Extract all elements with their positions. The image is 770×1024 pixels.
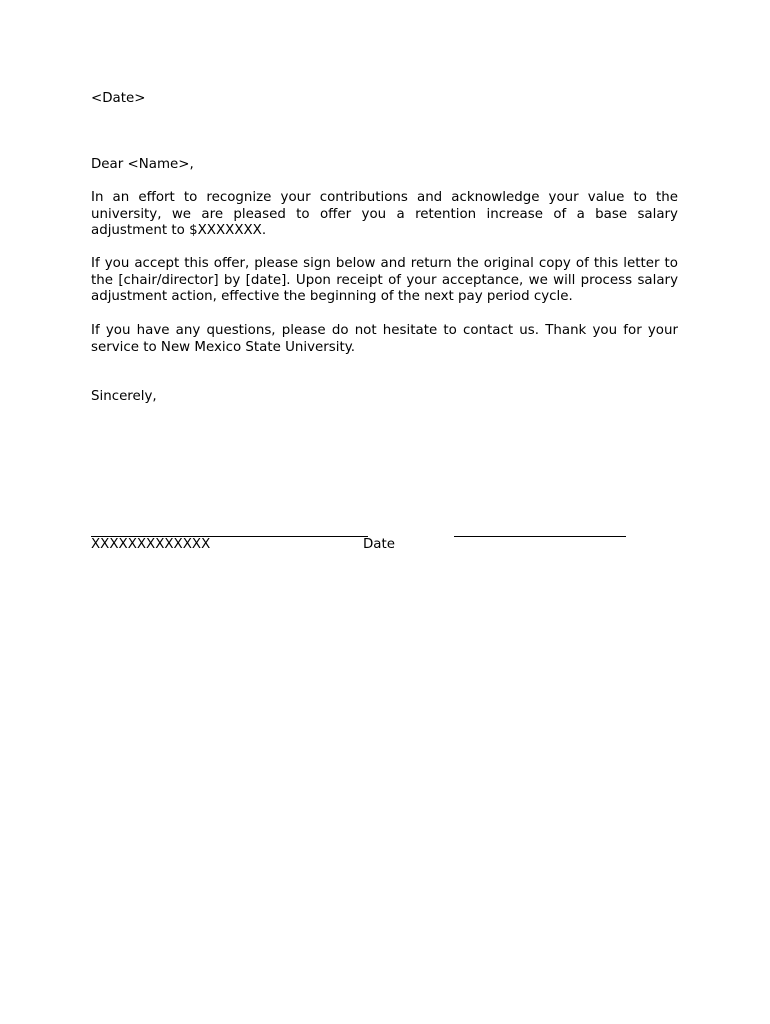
- letter-paragraph-acceptance: If you accept this offer, please sign below and return the original copy of this letter to the [chair/director] by [date]. Upon receipt of your acceptance, we will process salary adjustment action, effective the beginning of the next pay period cycle.: [91, 256, 678, 305]
- letter-salutation: Dear <Name>,: [91, 157, 194, 172]
- letter-paragraph-questions: If you have any questions, please do not hesitate to contact us. Thank you for your service to New Mexico State University.: [91, 323, 678, 355]
- letter-closing: Sincerely,: [91, 389, 157, 404]
- letter-date: <Date>: [91, 91, 146, 106]
- signature-date-line: [454, 536, 626, 537]
- signature-date-label: Date: [363, 537, 396, 552]
- letter-paragraph-recognition: In an effort to recognize your contributions and acknowledge your value to the university, we are pleased to offer you a retention increase of a base salary adjustment to $XXXXXXX.: [91, 190, 678, 239]
- signature-name-label: XXXXXXXXXXXXX: [91, 537, 211, 552]
